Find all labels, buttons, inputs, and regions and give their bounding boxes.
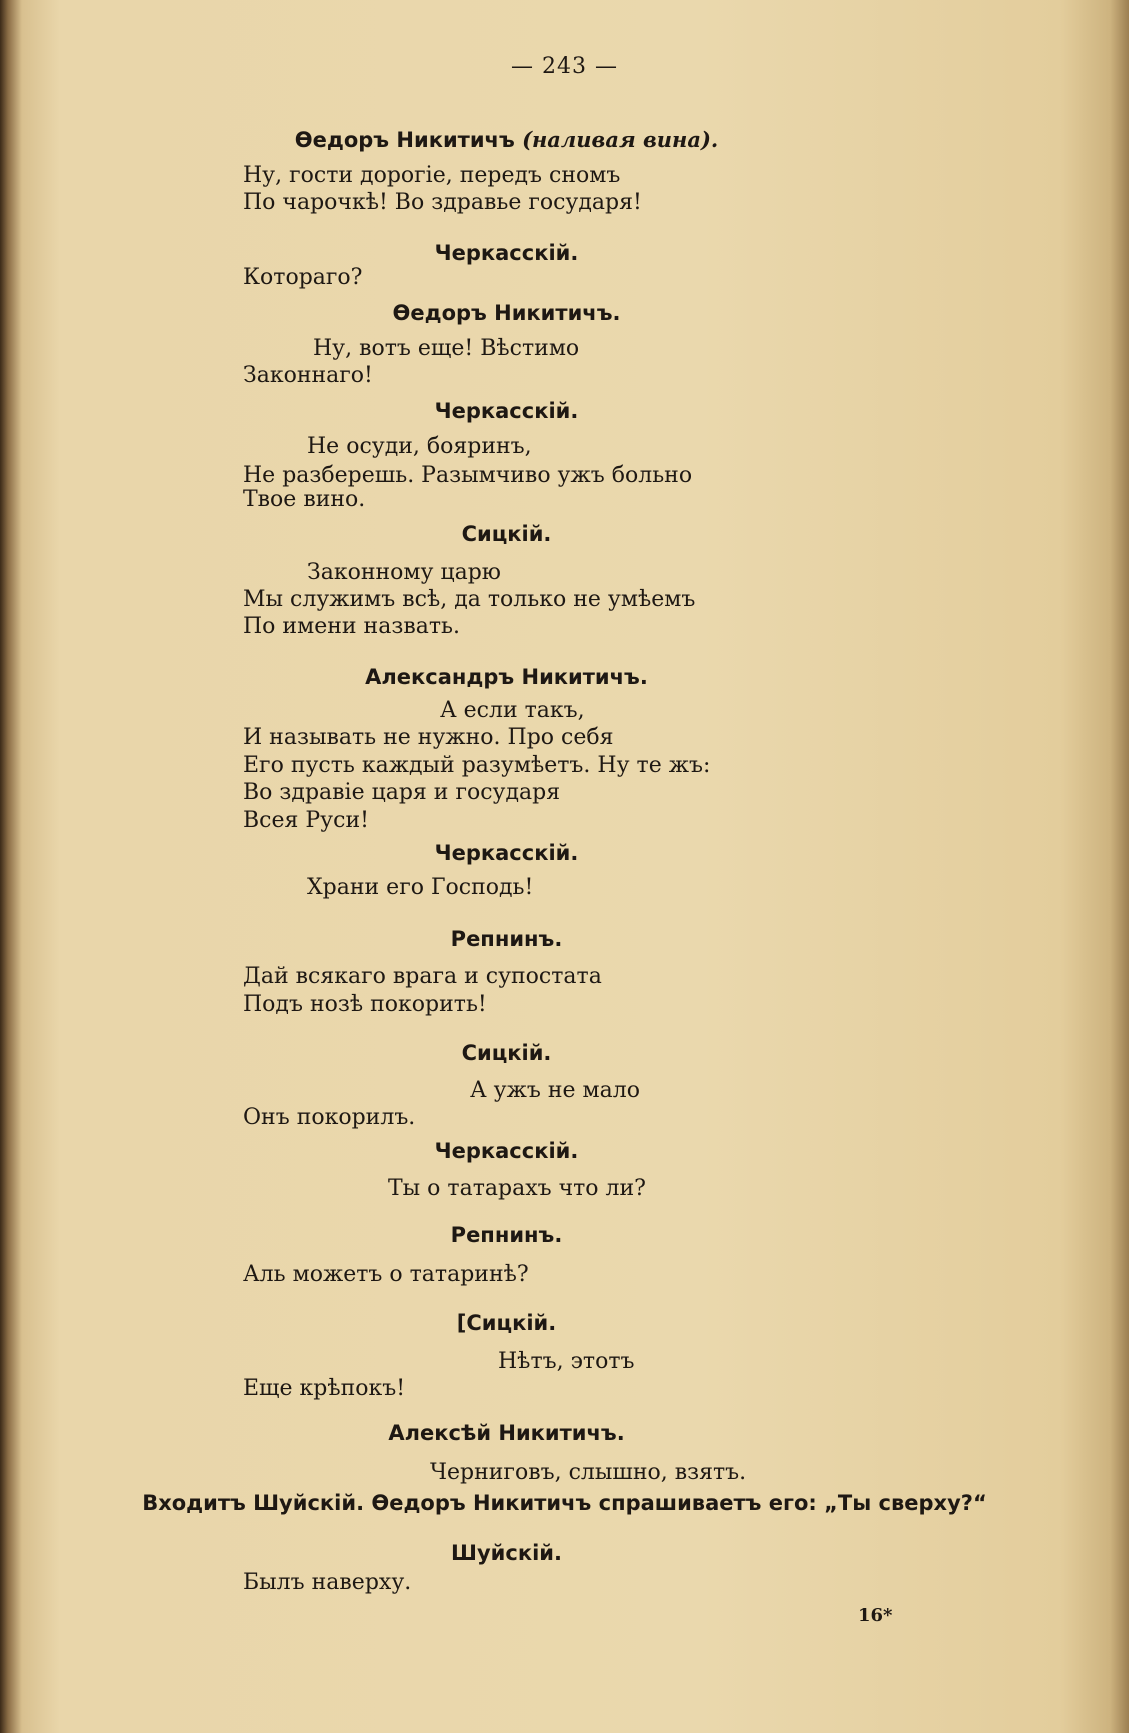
speaker-heading: Алексѣй Никитичъ. xyxy=(388,1421,625,1445)
stage-note: (наливая вина). xyxy=(522,127,719,152)
speaker-heading: Черкасскій. xyxy=(434,399,579,423)
verse-line: Законнаго! xyxy=(243,363,373,388)
verse-line: Во здравіе царя и государя xyxy=(243,780,561,805)
speaker-heading: Черкасскій. xyxy=(434,841,579,865)
speaker-heading: Черкасскій. xyxy=(434,241,579,265)
verse-line: Еще крѣпокъ! xyxy=(243,1376,406,1401)
speaker-heading: Өедоръ Никитичъ. xyxy=(392,301,621,325)
page-number: — 243 — xyxy=(511,54,618,79)
verse-line: Твое вино. xyxy=(243,487,366,512)
verse-line: А ужъ не мало xyxy=(470,1078,640,1103)
verse-line: Ты о татарахъ что ли? xyxy=(388,1176,646,1201)
verse-line: Мы служимъ всѣ, да только не умѣемъ xyxy=(243,587,696,612)
verse-line: И называть не нужно. Про себя xyxy=(243,725,614,750)
speaker-heading: Черкасскій. xyxy=(434,1139,579,1163)
verse-line: По чарочкѣ! Во здравье государя! xyxy=(243,190,642,215)
printer-signature: 16* xyxy=(858,1605,893,1626)
speaker-heading: Александръ Никитичъ. xyxy=(365,665,648,689)
stage-direction: Входитъ Шуйскій. Өедоръ Никитичъ спрашиваетъ его: „Ты сверху?“ xyxy=(142,1491,987,1515)
speaker-heading: Шуйскій. xyxy=(451,1541,562,1565)
speaker-heading: Репнинъ. xyxy=(450,927,563,951)
verse-line: Дай всякаго врага и супостата xyxy=(243,964,602,989)
speaker-name: Өедоръ Никитичъ xyxy=(294,128,515,152)
speaker-heading: Сицкій. xyxy=(461,522,552,546)
verse-line: Всея Руси! xyxy=(243,808,369,833)
verse-line: А если такъ, xyxy=(440,698,585,723)
speaker-heading: [Сицкій. xyxy=(456,1311,557,1335)
verse-line: Не разберешь. Разымчиво ужъ больно xyxy=(243,463,693,488)
verse-line: Нѣтъ, этотъ xyxy=(498,1349,635,1374)
verse-line: Храни его Господь! xyxy=(307,875,534,900)
verse-line: По имени назвать. xyxy=(243,614,460,639)
verse-line: Аль можетъ о татаринѣ? xyxy=(243,1262,529,1287)
verse-line: Не осуди, бояринъ, xyxy=(307,434,532,459)
verse-line: Подъ нозѣ покорить! xyxy=(243,992,487,1017)
verse-line: Онъ покорилъ. xyxy=(243,1105,416,1130)
speaker-heading: Репнинъ. xyxy=(450,1223,563,1247)
speaker-heading xyxy=(120,127,893,153)
speaker-heading: Сицкій. xyxy=(461,1041,552,1065)
verse-line: Ну, вотъ еще! Вѣстимо xyxy=(313,336,580,361)
verse-line: Ну, гости дорогіе, передъ сномъ xyxy=(243,163,621,188)
verse-line: Былъ наверху. xyxy=(243,1570,412,1595)
verse-line: Его пусть каждый разумѣетъ. Ну те жъ: xyxy=(243,753,711,778)
verse-line: Котораго? xyxy=(243,265,363,290)
verse-line: Черниговъ, слышно, взятъ. xyxy=(430,1460,747,1485)
verse-line: Законному царю xyxy=(307,560,501,585)
